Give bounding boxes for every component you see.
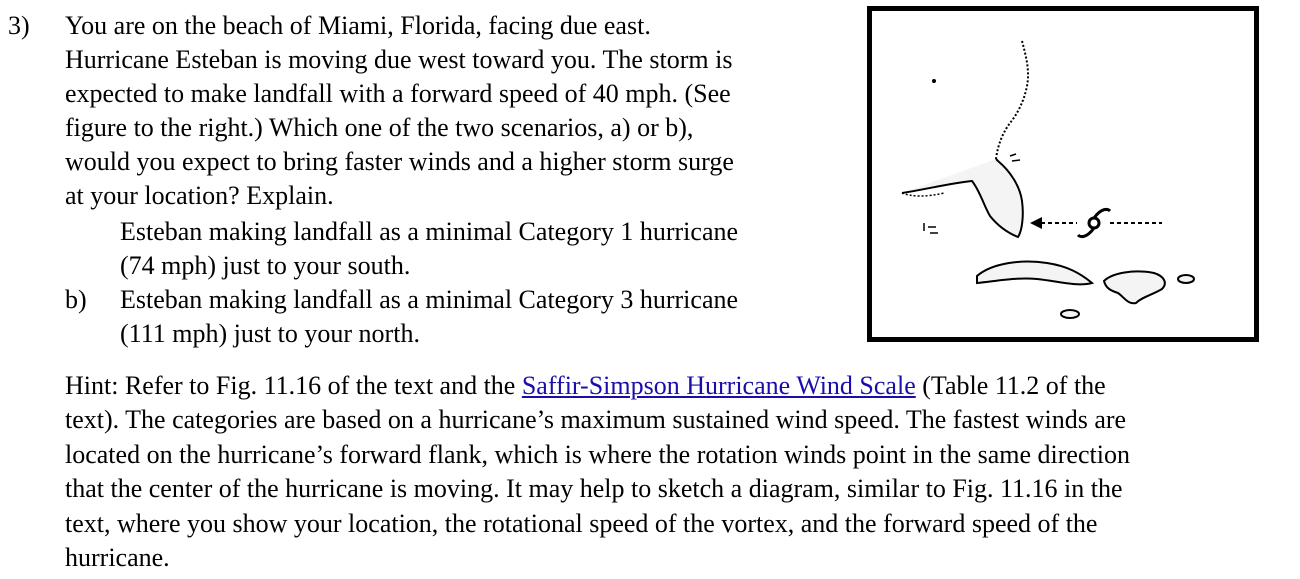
map-dot [932,79,936,83]
option-a-line: (74 mph) just to your south. [120,251,411,280]
hint-line: that the center of the hurricane is moving. It may help to sketch a diagram, similar to Fig. 11.16 in the [65,474,1123,504]
puerto-rico-island [1178,275,1194,283]
question-line: figure to the right.) Which one of the two scenarios, a) or b), [65,113,694,142]
gulf-mark [924,223,938,233]
hint-line: hurricane. [65,543,170,573]
hurricane-symbol-icon [1078,209,1110,236]
question-number: 3) [8,11,30,40]
question-line: You are on the beach of Miami, Florida, facing due east. [65,11,651,40]
figure-frame [867,6,1259,342]
jamaica-island [1061,310,1079,318]
option-b-label: b) [65,285,87,314]
hint-line: text). The categories are based on a hurricane’s maximum sustained wind speed. The fastest winds are [65,405,1127,435]
option-b-line: (111 mph) just to your north. [120,319,420,348]
us-east-coastline [996,41,1028,159]
question-line: expected to make landfall with a forward speed of 40 mph. (See [65,79,731,108]
question-text [65,9,845,213]
florida-map-figure [872,11,1254,337]
florida-peninsula [902,159,1023,237]
hint-line: located on the hurricane’s forward flank, which is where the rotation winds point in the same direction [65,439,1130,469]
coast-mark [1010,154,1020,161]
saffir-simpson-link[interactable]: Saffir-Simpson Hurricane Wind Scale [521,371,916,400]
option-a-line: Esteban making landfall as a minimal Category 1 hurricane [120,217,739,246]
cuba-island [977,262,1092,285]
hint-intro: Hint: Refer to Fig. 11.16 of the text and the [65,371,522,400]
option-b-line: Esteban making landfall as a minimal Category 3 hurricane [120,285,739,314]
question-line: at your location? Explain. [65,181,334,210]
hint-paragraph [65,369,1295,575]
hint-intro-tail: (Table 11.2 of the [915,371,1106,400]
question-line: Hurricane Esteban is moving due west toward you. The storm is [65,45,733,74]
hispaniola-island [1104,271,1165,303]
hint-line: text, where you show your location, the rotational speed of the vortex, and the forward speed of the [65,508,1098,538]
question-line: would you expect to bring faster winds and a higher storm surge [65,147,734,176]
hint-line [65,369,1295,403]
